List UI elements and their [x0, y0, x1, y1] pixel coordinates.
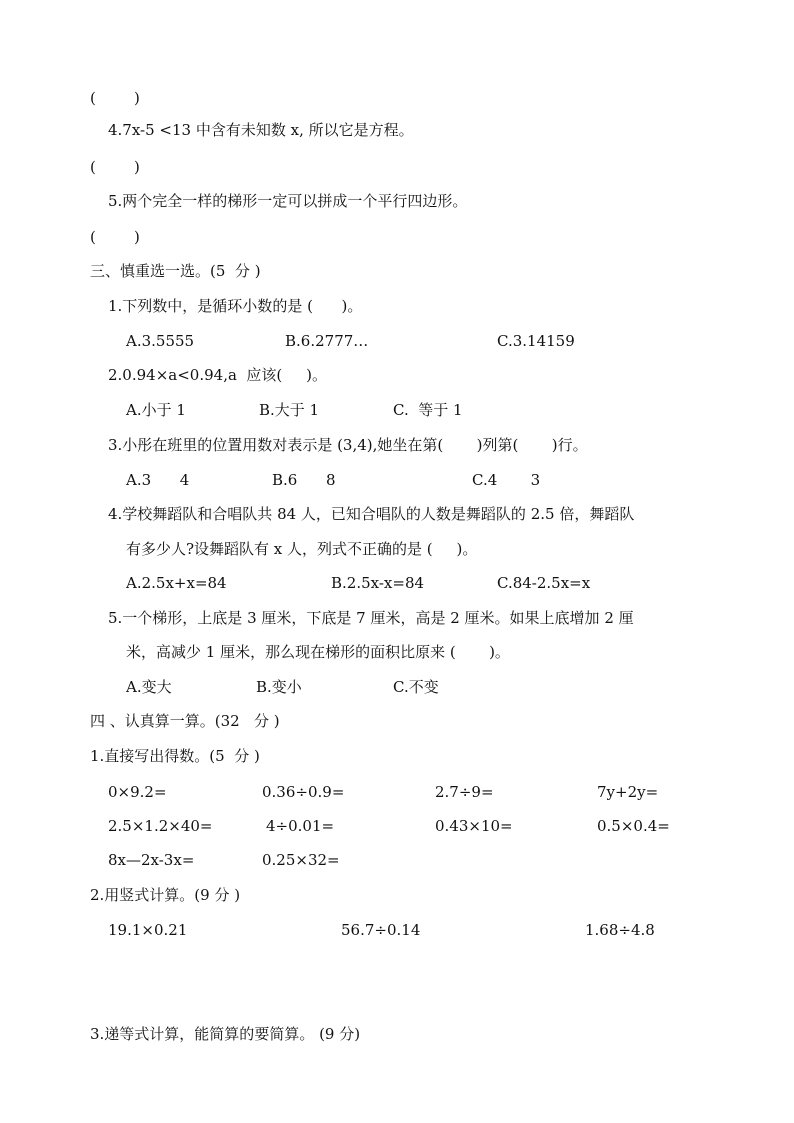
option-b: B.6.2777… — [285, 332, 369, 350]
option-b: B.6 8 — [272, 471, 336, 489]
question-stem-cont: 米，高减少 1 厘米，那么现在梯形的面积比原来 ( )。 — [126, 643, 510, 661]
option-b: B.变小 — [256, 678, 302, 696]
option-b: B.2.5x-x=84 — [331, 574, 425, 592]
subsection-title: 2.用竖式计算。(9 分 ) — [90, 886, 241, 904]
option-a: A.变大 — [126, 678, 172, 696]
question-stem: 3.小彤在班里的位置用数对表示是 (3,4),她坐在第( )列第( )行。 — [108, 436, 588, 454]
question-stem: 4.学校舞蹈队和合唱队共 84 人，已知合唱队的人数是舞蹈队的 2.5 倍，舞蹈队 — [108, 505, 635, 523]
calc-item: 4÷0.01= — [266, 817, 335, 835]
option-c: C.不变 — [393, 678, 439, 696]
option-c: C.4 3 — [472, 471, 541, 489]
calc-item: 19.1×0.21 — [108, 921, 188, 939]
section-title: 四 、认真算一算。(32 分 ) — [90, 712, 280, 730]
answer-paren: ( ) — [90, 89, 140, 107]
question-item: 4.7x-5 <13 中含有未知数 x, 所以它是方程。 — [108, 121, 414, 139]
option-c: C.84-2.5x=x — [497, 574, 591, 592]
section-title: 三、慎重选一选。(5 分 ) — [90, 262, 261, 280]
options-row — [0, 331, 794, 351]
options-row — [0, 400, 794, 420]
calc-item: 2.7÷9= — [435, 783, 494, 801]
option-a: A.3.5555 — [126, 332, 195, 350]
option-a: A.3 4 — [126, 471, 190, 489]
calc-item: 8x—2x-3x= — [108, 851, 195, 869]
options-row — [0, 470, 794, 490]
calc-item: 0.5×0.4= — [597, 817, 670, 835]
answer-paren: ( ) — [90, 228, 140, 246]
option-a: A.2.5x+x=84 — [126, 574, 227, 592]
calc-row — [0, 782, 794, 802]
question-stem-cont: 有多少人?设舞蹈队有 x 人，列式不正确的是 ( )。 — [126, 540, 478, 558]
calc-row — [0, 850, 794, 870]
question-stem: 2.0.94×a<0.94,a 应该( )。 — [108, 366, 327, 384]
calc-item: 2.5×1.2×40= — [108, 817, 213, 835]
calc-row — [0, 816, 794, 836]
option-c: C. 等于 1 — [393, 401, 463, 419]
option-c: C.3.14159 — [497, 332, 575, 350]
calc-item: 0.25×32= — [262, 851, 340, 869]
option-b: B.大于 1 — [259, 401, 320, 419]
question-item: 5.两个完全一样的梯形一定可以拼成一个平行四边形。 — [108, 192, 468, 210]
question-stem: 5.一个梯形，上底是 3 厘米，下底是 7 厘米，高是 2 厘米。如果上底增加 2 厘 — [108, 609, 634, 627]
calc-item: 0×9.2= — [108, 783, 167, 801]
calc-item: 0.43×10= — [435, 817, 513, 835]
answer-paren: ( ) — [90, 158, 140, 176]
calc-row — [0, 920, 794, 940]
calc-item: 1.68÷4.8 — [585, 921, 655, 939]
question-stem: 1.下列数中，是循环小数的是 ( )。 — [108, 297, 363, 315]
calc-item: 7y+2y= — [597, 783, 659, 801]
calc-item: 56.7÷0.14 — [341, 921, 421, 939]
subsection-title: 1.直接写出得数。(5 分 ) — [90, 747, 260, 765]
options-row — [0, 573, 794, 593]
subsection-title: 3.递等式计算，能简算的要简算。 (9 分) — [90, 1025, 361, 1043]
option-a: A.小于 1 — [126, 401, 186, 419]
options-row — [0, 677, 794, 697]
calc-item: 0.36÷0.9= — [262, 783, 345, 801]
